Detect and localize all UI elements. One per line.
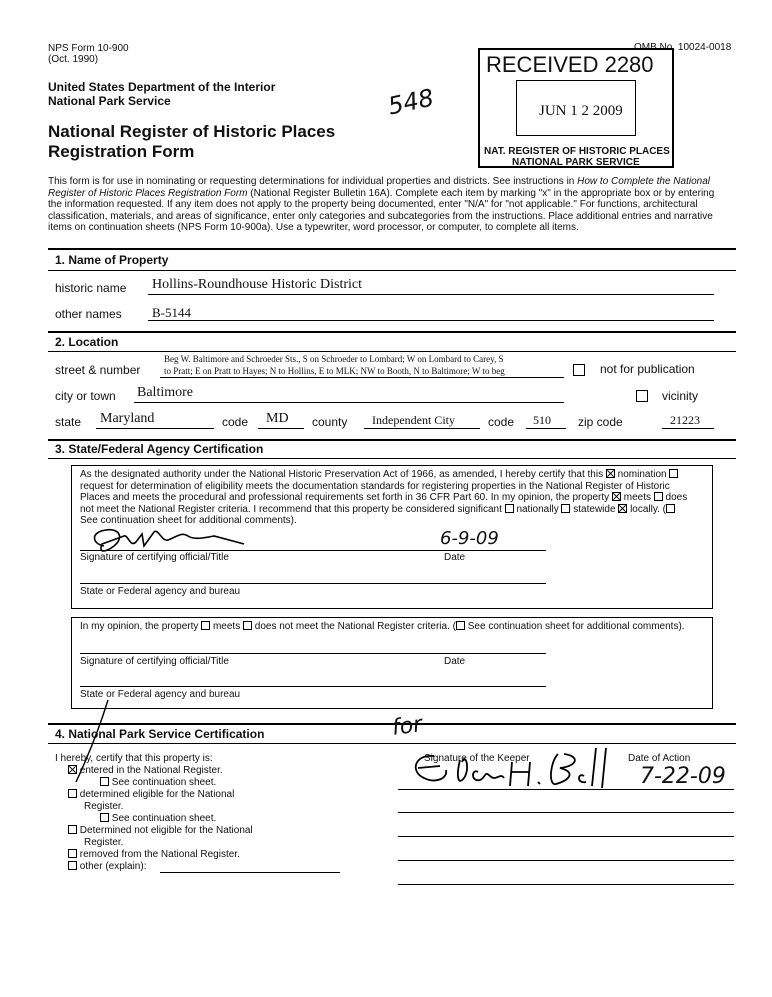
does-not-meet-checkbox[interactable] [654,492,663,501]
opinion-text [80,621,685,632]
sig-label: Signature of certifying official/Title [80,552,229,563]
request-checkbox[interactable] [669,469,678,478]
vicinity-label: vicinity [662,389,699,403]
keeper-line2 [398,812,734,813]
stamp-received: RECEIVED 2280 [486,52,654,77]
county-label: county [312,415,348,429]
not-for-publication-label: not for publication [600,362,695,376]
opt-other[interactable] [68,861,146,872]
opinion-meets-checkbox[interactable] [201,621,210,630]
county-line [364,428,480,429]
opinion-c: does not meet the National Register criteria. ( [254,621,456,632]
sig2-label: Signature of certifying official/Title [80,656,229,667]
other-names-value[interactable]: B-5144 [152,305,191,320]
other-names-label: other names [55,307,122,321]
section3-rule [48,439,736,441]
historic-name-line [148,294,714,295]
page-title: National Register of Historic Places [48,122,336,141]
section3-underline [48,458,736,459]
instructions-l1b: How to Complete the National [577,176,710,187]
cert-p3b: meets [623,492,651,503]
keeper-label: Signature of the Keeper [424,753,530,764]
form-date: (Oct. 1990) [48,54,99,65]
instructions-l2b: (National Register Bulletin 16A). Complete each item by marking "x" in the appropriate box or by entering [247,187,715,199]
locally-checkbox[interactable] [618,504,627,513]
opt-entered[interactable] [68,765,223,776]
historic-name-label: historic name [55,281,127,295]
other-explain-line [160,872,340,873]
opinion-does-not-meet-checkbox[interactable] [243,621,252,630]
bureau2-line [80,686,546,687]
vicinity-checkbox[interactable] [636,388,648,406]
state-line [96,428,214,429]
opt-eligible-label: determined eligible for the National [79,789,235,800]
zip-line [662,428,714,429]
state-label: state [55,415,82,429]
instructions-l4: classification, materials, and areas of significance, enter only categories and subcategories from the instructions. Place additional entries and narrative [48,210,713,222]
section4-underline [48,743,736,744]
cert-p4b: nationally [516,503,559,515]
opt-entered-label: entered in the National Register. [79,765,223,776]
cert-p1a: As the designated authority under the National Historic Preservation Act of 1966, as amended, I hereby certify that this [80,469,604,480]
other-names-line [148,320,714,321]
certifying-date: 6-9-09 [440,528,499,549]
cont1-label: See continuation sheet. [111,777,217,788]
opinion-a: In my opinion, the property [80,621,199,632]
opt-eligible[interactable] [68,789,234,800]
instructions-l2a: Register of Historic Places Registration Form [48,187,248,199]
instructions-l1a: This form is for use in nominating or requesting determinations for individual properties and districts. See instructions in [48,176,578,187]
city-line [134,402,564,403]
handwritten-number: 548 [385,83,437,121]
bureau-line [80,583,546,584]
section2-underline [48,351,736,352]
street-line [160,377,564,378]
keeper-line3 [398,836,734,837]
county-value[interactable]: Independent City [372,413,455,427]
opt-removed[interactable] [68,849,240,860]
city-label: city or town [55,389,116,403]
section2-rule [48,331,736,333]
stamp-date: JUN 1 2 2009 [539,103,623,119]
street-line1[interactable]: Beg W. Baltimore and Schroeder Sts., S on Schroeder to Lombard; W on Lombard to Carey, S [164,354,504,364]
instructions-l5: items on continuation sheets (NPS Form 10-900a). Use a typewriter, word processor, or computer, to complete all items. [48,222,579,233]
bureau-label: State or Federal agency and bureau [80,586,241,597]
section1-rule [48,248,736,250]
date-label: Date [444,552,466,563]
opt-not-eligible-b: Register. [84,837,124,848]
street-line2[interactable]: to Pratt; E on Pratt to Hayes; N to Hollins, E to MLK; NW to Booth, N to Baltimore; W to beg [164,366,505,376]
section2-title: 2. Location [55,335,119,349]
page-subtitle: Registration Form [48,142,195,161]
historic-name-value[interactable]: Hollins-Roundhouse Historic District [152,277,362,292]
state-value[interactable]: Maryland [100,411,155,426]
opt-not-eligible-label: Determined not eligible for the National [79,825,253,836]
section4-title: 4. National Park Service Certification [55,727,265,741]
opt-removed-label: removed from the National Register. [79,849,240,860]
street-label: street & number [55,363,141,377]
cont2[interactable] [100,813,216,824]
opinion-b: meets [212,621,241,632]
meets-checkbox[interactable] [612,492,621,501]
stamp-date-box [516,80,636,136]
cert-p5: See continuation sheet for additional comments). [80,515,297,526]
form-number: NPS Form 10-900 [48,43,129,54]
section1-title: 1. Name of Property [55,253,169,267]
keeper-line1 [398,789,734,790]
state-code-label: code [222,415,249,429]
action-date-label: Date of Action [628,753,691,764]
cert-p4a: not meet the National Register criteria. I recommend that this property be considered significant [80,503,502,515]
zip-label: zip code [578,415,623,429]
cert-p4c: statewide [573,503,616,515]
state-code-value[interactable]: MD [266,411,289,426]
for-text: for [390,712,424,741]
bureau2-label: State or Federal agency and bureau [80,689,241,700]
continuation-checkbox[interactable] [666,504,675,513]
action-date: 7-22-09 [640,764,726,789]
cert-p2: request for determination of eligibility meets the documentation standards for registering properties in the National Register of Historic [80,480,670,492]
nationally-checkbox[interactable] [505,504,514,513]
state-code-line [258,428,304,429]
nomination-checkbox[interactable] [606,469,615,478]
department-name: United States Department of the Interior [48,80,276,94]
opinion-continuation-checkbox[interactable] [456,621,465,630]
sig-line [80,550,546,551]
cert-p1b: nomination [617,469,667,480]
section3-title: 3. State/Federal Agency Certification [55,442,264,456]
zip-value[interactable]: 21223 [670,413,700,427]
cont2-label: See continuation sheet. [111,813,217,824]
statewide-checkbox[interactable] [561,504,570,513]
instructions-l3: the information requested. If any item does not apply to the property being documented, enter "N/A" for "not applicable." For functions, architectural [48,199,698,210]
received-stamp [478,48,674,168]
cert-p3c: does [665,492,688,503]
not-for-publication-checkbox[interactable] [573,362,585,380]
keeper-line4 [398,860,734,861]
cont1[interactable] [100,777,216,788]
instructions [48,176,738,234]
opt-other-label: other (explain): [79,861,147,872]
opt-not-eligible[interactable] [68,825,253,836]
certify-text: I hereby, certify that this property is: [55,753,213,764]
county-code-line [526,428,566,429]
county-code-label: code [488,415,515,429]
opinion-d: See continuation sheet for additional comments). [467,621,685,632]
opt-eligible-b: Register. [84,801,124,812]
section1-underline [48,270,736,271]
keeper-line5 [398,884,734,885]
date2-label: Date [444,656,466,667]
stamp-line2: NATIONAL PARK SERVICE [512,157,640,168]
certification-text [80,469,710,527]
omb-number: OMB No. 10024-0018 [634,42,732,53]
cert-p4d: locally. ( [630,503,667,515]
sig2-line [80,653,546,654]
cert-p3a: Places and meets the procedural and professional requirements set forth in 36 CFR Part 60. In my opinion, the property [80,492,610,503]
county-code-value[interactable]: 510 [533,413,551,427]
service-name: National Park Service [48,94,171,108]
stamp-line1: NAT. REGISTER OF HISTORIC PLACES [484,146,670,157]
city-value[interactable]: Baltimore [137,385,193,400]
